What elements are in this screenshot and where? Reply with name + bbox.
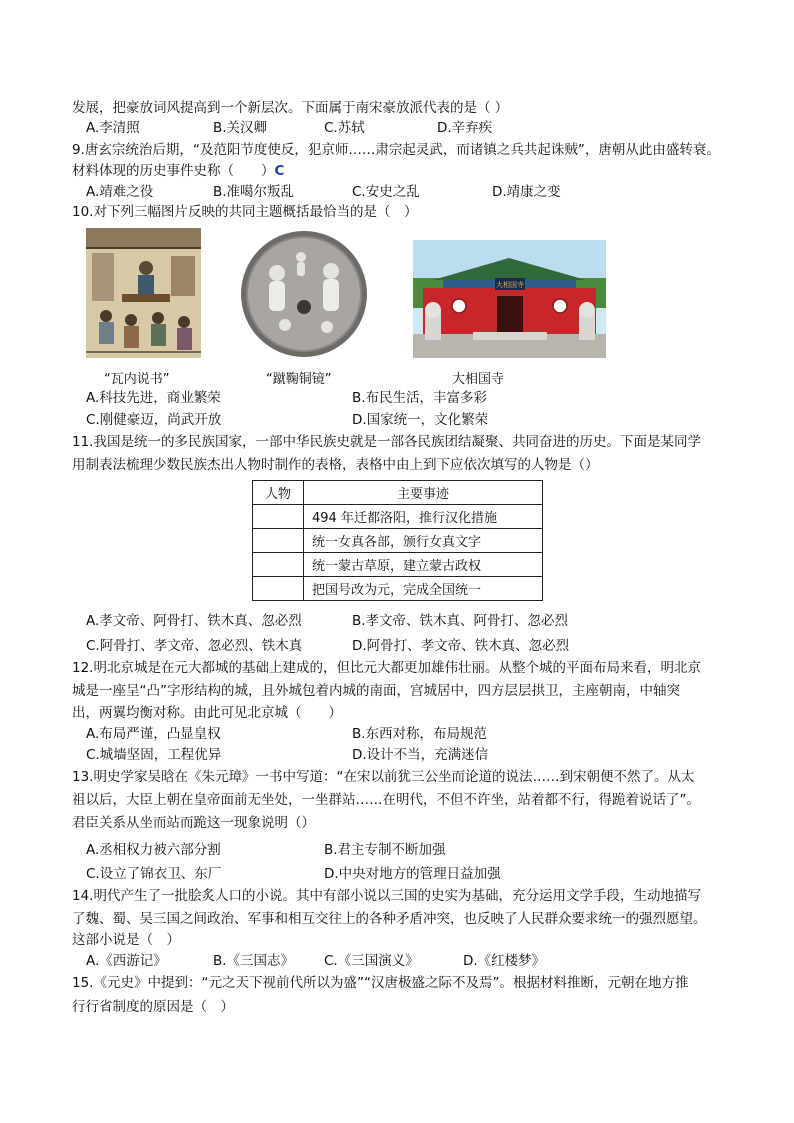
q8-option-d[interactable]: D.辛弃疾 [437,120,493,136]
q11-stem-line2: 用制表法梳理少数民族杰出人物时制作的表格，表格中由上到下应依次填写的人物是（） [72,457,599,473]
temple-image [413,240,606,358]
q11-option-b[interactable]: B.孝文帝、铁木真、阿骨打、忽必烈 [352,613,569,629]
q14-option-a[interactable]: A.《西游记》 [86,953,167,969]
q10-option-a[interactable]: A.科技先进，商业繁荣 [86,390,221,406]
table-blank-cell[interactable] [253,505,304,529]
q11-option-c[interactable]: C.阿骨打、孝文帝、忽必烈、铁木真 [86,638,303,654]
table-row [253,505,543,529]
q12-option-b[interactable]: B.东西对称，布局规范 [352,726,488,742]
q9-option-d[interactable]: D.靖康之变 [492,184,561,200]
table-header-deeds: 主要事迹 [304,481,543,505]
q14-option-b[interactable]: B.《三国志》 [213,953,295,969]
q11-option-a[interactable]: A.孝文帝、阿骨打、铁木真、忽必烈 [86,613,302,629]
q13-option-b[interactable]: B.君主专制不断加强 [324,842,446,858]
q14-option-c[interactable]: C.《三国演义》 [324,953,419,969]
temple-caption: 大相国寺 [452,372,505,387]
q8-option-a[interactable]: A.李清照 [86,120,140,136]
q10-option-d[interactable]: D.国家统一，文化繁荣 [352,412,489,428]
q15-stem-line1: 15.《元史》中提到：“元之天下视前代所以为盛”“汉唐极盛之际不及焉”。根据材料推断，元朝在地方推 [72,975,689,991]
q10-stem: 10.对下列三幅图片反映的共同主题概括最恰当的是（ ） [72,204,418,220]
q14-stem-line1: 14.明代产生了一批脍炙人口的小说。其中有部小说以三国的史实为基础，充分运用文学手段，生动地描写 [72,888,701,904]
storytelling-caption: “瓦内说书” [104,372,170,387]
q12-stem-line1: 12.明北京城是在元大都城的基础上建成的，但比元大都更加雄伟壮丽。从整个城的平面布局来看，明北京 [72,660,701,676]
q9-stem-line1: 9.唐玄宗统治后期，“及范阳节度使反，犯京师……肃宗起灵武，而诸镇之兵共起诛贼”，唐朝从此由盛转衰。 [72,142,720,158]
q8-option-c[interactable]: C.苏轼 [324,120,365,136]
figures-table [252,480,543,601]
q11-option-d[interactable]: D.阿骨打、孝文帝、铁木真、忽必烈 [352,638,570,654]
table-row [253,529,543,553]
table-blank-cell[interactable] [253,553,304,577]
q12-option-a[interactable]: A.布局严谨，凸显皇权 [86,726,221,742]
q12-stem-line2: 城是一座呈“凸”字形结构的城，且外城包着内城的南面，宫城居中，四方层层拱卫，主座朝南，中轴突 [72,683,680,699]
table-deed-cell: 494 年迁都洛阳，推行汉化措施 [304,505,543,529]
table-blank-cell[interactable] [253,577,304,601]
q15-stem-line2: 行行省制度的原因是（ ） [72,999,234,1015]
q9-option-b[interactable]: B.准噶尔叛乱 [213,184,295,200]
q10-option-b[interactable]: B.布民生活，丰富多彩 [352,390,488,406]
q9-answer-mark: C [274,163,285,179]
q9-stem-text: 材料体现的历史事件史称（ ） [72,163,275,179]
q13-stem-line3: 君臣关系从坐而站而跪这一现象说明（） [72,815,315,831]
q13-option-a[interactable]: A.丞相权力被六部分割 [86,842,221,858]
q13-option-d[interactable]: D.中央对地方的管理日益加强 [324,866,501,882]
q14-option-d[interactable]: D.《红楼梦》 [463,953,546,969]
q9-stem-line2 [72,162,284,180]
q14-stem-line3: 这部小说是（ ） [72,932,180,948]
table-row [253,577,543,601]
q13-option-c[interactable]: C.设立了锦衣卫、东厂 [86,866,222,882]
table-row [253,553,543,577]
table-header-figure: 人物 [253,481,304,505]
table-blank-cell[interactable] [253,529,304,553]
q9-option-a[interactable]: A.靖难之役 [86,184,154,200]
table-deed-cell: 统一女真各部，颁行女真文字 [304,529,543,553]
q11-stem-line1: 11.我国是统一的多民族国家，一部中华民族史就是一部各民族团结凝聚、共同奋进的历史。下面是某同学 [72,434,701,450]
q12-option-d[interactable]: D.设计不当，充满迷信 [352,747,489,763]
q8-option-b[interactable]: B.关汉卿 [213,120,268,136]
q9-option-c[interactable]: C.安史之乱 [352,184,420,200]
q13-stem-line2: 祖以后，大臣上朝在皇帝面前无坐处，一坐群站……在明代，不但不许坐，站着都不行，得跪着说话了”。 [72,792,700,808]
bronze-mirror-image [239,229,370,359]
table-header-row [253,481,543,505]
q14-stem-line2: 了魏、蜀、吴三国之间政治、军事和相互交往上的各种矛盾冲突，也反映了人民群众要求统一的强烈愿望。 [72,911,707,927]
q8-stem-tail: 发展，把豪放词风提高到一个新层次。下面属于南宋豪放派代表的是（ ） [72,100,509,116]
q10-option-c[interactable]: C.刚健豪迈，尚武开放 [86,412,222,428]
q12-stem-line3: 出，两翼均衡对称。由此可见北京城（ ） [72,705,342,721]
q12-option-c[interactable]: C.城墙坚固，工程优异 [86,747,222,763]
table-deed-cell: 把国号改为元，完成全国统一 [304,577,543,601]
storytelling-painting-image [86,228,201,358]
table-deed-cell: 统一蒙古草原，建立蒙古政权 [304,553,543,577]
mirror-caption: “蹴鞠铜镜” [266,372,332,387]
q13-stem-line1: 13.明史学家吴晗在《朱元璋》一书中写道：“在宋以前犹三公坐而论道的说法……到宋朝便不然了。从太 [72,769,695,785]
temple-sign-text: 大相国寺 [496,281,524,289]
